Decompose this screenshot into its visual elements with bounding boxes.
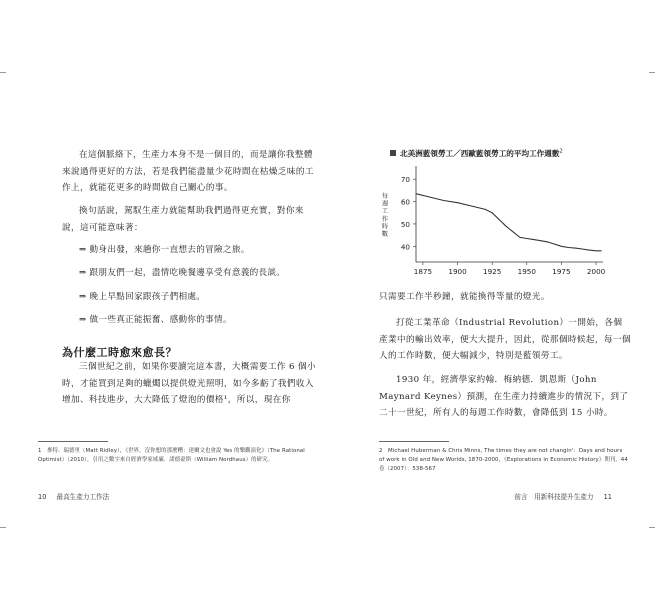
section-heading: 為什麼工時愈來愈長？ [62,346,177,359]
x-tick-label: 1875 [413,267,433,276]
footnote-rule [379,441,449,442]
body-paragraph: 換句話說，駕馭生產力就能幫助我們過得更充實，對你來說，這可能意味著： [62,206,304,233]
series-line [416,194,602,251]
list-item: ⇒ 晚上早點回家跟孩子們相處。 [79,292,206,302]
body-paragraph: 1930 年，經濟學家約翰．梅納德．凱恩斯（John Maynard Keynes）預測，在生產力持續進步的情況下，到了二十一世紀，所有人的每週工作時數，會降低到 15 小時。 [379,375,629,418]
list-item: ⇒ 動身出發，來趟你一直想去的冒險之旅。 [79,245,250,255]
folio [514,491,612,501]
list-item: ⇒ 做一些真正能振奮、感動你的事情。 [79,315,232,325]
left-page [0,0,327,609]
right-page [328,0,655,609]
list-item: ⇒ 跟朋友們一起，盡情吃晚餐邊享受有意義的長談。 [79,268,286,278]
page-number: 10 [38,493,47,501]
footnote: 2 Michael Huberman & Chris Minns, The times they are not changin'：Days and hours of work in Old and New Worlds, 1870-2000，《Explorations in Economic History》期刊，44 卷（2007）：538-567 [379,448,628,472]
body-paragraph: 三個世紀之前，如果你要讀完這本書，大概需要工作 6 個小時，才能買到足夠的蠟燭以提供燈光照明，如今多虧了我們收入增加、科技進步，大大降低了燈泡的價格¹，所以，現在你 [62,362,316,405]
crop-mark [0,527,6,528]
y-axis-label-char: 數 [381,231,389,238]
x-tick-label: 1950 [517,267,536,276]
y-tick-label: 70 [400,175,410,185]
crop-mark [649,72,655,73]
crop-mark [0,72,6,73]
x-tick-label: 1975 [552,267,571,276]
body-paragraph: 打從工業革命（Industrial Revolution）一開始，各個產業中的輸出效率，便大大提升，因此，從那個時候起，每一個人的工作時數，便大幅減少，特別是藍領勞工。 [379,318,631,361]
y-axis-label-char: 每 [381,193,389,200]
footnote: 1 麥特．瑞德里（Matt Ridley），《世界，沒你想的那麼糟：達爾文也會說 Yes 的樂觀演化》（The Rational Optimist）（2010），引用之數字來自經濟學家威廉．諾德豪斯（William Nordhaus）的研究。 [38,448,305,463]
footnote-rule [38,441,108,442]
y-axis-label-char: 時 [381,223,389,231]
crop-mark [649,527,655,528]
line-chart [328,160,655,290]
chart-title-text: 北美洲藍領勞工／西歐藍領勞工的平均工作週數 [400,149,560,158]
y-tick-label: 60 [400,197,410,207]
page-number: 11 [603,493,612,501]
running-head: 前言 用新科技提升生產力 [514,493,594,501]
y-axis-label-char: 工 [381,208,389,216]
title-square-icon [390,150,396,156]
chart-footnote-ref: 2 [559,148,563,155]
y-axis-label-char: 週 [381,200,389,208]
y-tick-label: 40 [400,242,410,252]
y-axis-label-char: 作 [381,215,389,223]
x-tick-label: 1900 [448,267,467,276]
folio [38,491,109,501]
body-paragraph: 只需要工作半秒鐘，就能換得等量的燈光。 [379,292,550,302]
y-tick-label: 50 [400,219,410,229]
x-tick-label: 1925 [483,267,502,276]
body-paragraph: 在這個脈絡下，生產力本身不是一個目的，而是讓你我整體來說過得更好的方法，若是我們能盡量少花時間在枯燥乏味的工作上，就能花更多的時間做自己關心的事。 [62,150,314,193]
chart-title [390,148,563,159]
running-head: 最高生產力工作法 [56,493,110,501]
x-tick-label: 2000 [586,267,606,276]
